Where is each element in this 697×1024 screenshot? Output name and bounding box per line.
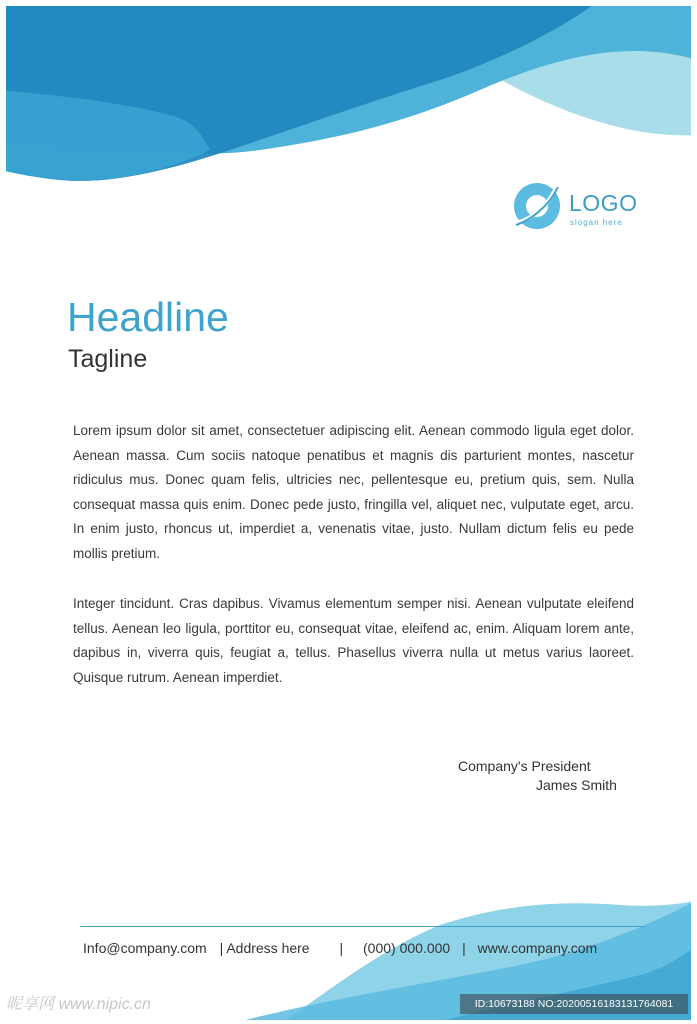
footer-separator: | [339, 940, 344, 956]
footer-website[interactable]: www.company.com [477, 940, 598, 956]
watermark-site: 昵享网 www.nipic.cn [6, 996, 151, 1013]
signature-title: Company's President [458, 758, 591, 774]
footer-phone[interactable]: (000) 000.000 [363, 940, 451, 956]
tagline: Tagline [68, 345, 148, 373]
signature-name: James Smith [536, 777, 617, 793]
logo-slogan: slogan here [570, 218, 623, 227]
footer-separator-2: | [462, 940, 466, 956]
footer-contacts [83, 940, 605, 956]
body-paragraph-2: Integer tincidunt. Cras dapibus. Vivamus elementum semper nisi. Aenean vulputate eleifend tellus. Aenean leo ligula, porttitor eu, consequat vitae, eleifend ac, enim. Aliquam lorem ante, dapibus in, viverra quis, feugiat a, tellus. Phasellus viverra nulla ut metus varius laoreet. Quisque rutrum. Aenean imperdiet. [73, 596, 634, 685]
company-logo [513, 182, 643, 232]
headline: Headline [67, 294, 229, 340]
logo-mark-icon [513, 182, 563, 232]
watermark-id: ID:10673188 NO:20200516183131764081 [460, 994, 688, 1014]
logo-name: LOGO [569, 190, 638, 216]
footer-divider [80, 926, 645, 927]
body-paragraph-1: Lorem ipsum dolor sit amet, consectetuer adipiscing elit. Aenean commodo ligula eget dolor. Aenean massa. Cum sociis natoque penatibus et magnis dis parturient montes, nascetur ridiculus mus. Donec quam felis, ultricies nec, pellentesque eu, pretium quis, sem. Nulla consequat massa quis enim. Donec pede justo, fringilla vel, aliquet nec, vulputate eget, arcu. In enim justo, rhoncus ut, imperdiet a, venenatis vitae, justo. Nullam dictum felis eu pede mollis pretium. [73, 423, 634, 561]
footer-email[interactable]: Info@company.com [83, 940, 207, 956]
footer-address: | Address here [219, 940, 310, 956]
